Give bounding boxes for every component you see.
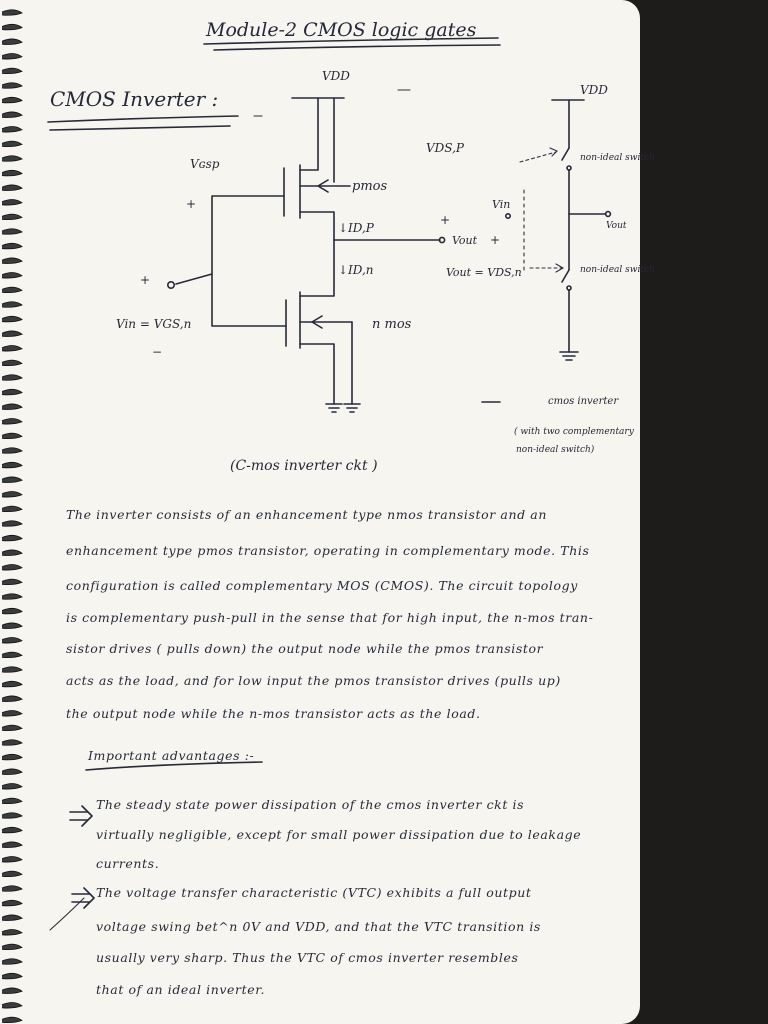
- switch-vout-label: Vout: [606, 221, 627, 231]
- vin-eq: Vin = VGS,n: [116, 317, 192, 331]
- section-heading: CMOS Inverter :: [50, 87, 219, 111]
- switch-caption: cmos inverter: [548, 396, 619, 407]
- advantage-2-line: The voltage transfer characteristic (VTC) exhibits a full output: [96, 885, 532, 900]
- plus-out: +: [440, 213, 451, 227]
- advantage-2-line: that of an ideal inverter.: [96, 982, 266, 997]
- switch-caption-3: non-ideal switch): [516, 445, 595, 455]
- paragraph-line: sistor drives ( pulls down) the output node while the pmos transistor: [66, 641, 544, 656]
- nmos-label: n mos: [372, 317, 412, 332]
- double-arrow-icon: [70, 806, 92, 826]
- paragraph-line: enhancement type pmos transistor, operating in complementary mode. This: [66, 543, 590, 558]
- advantage-1-line: currents.: [96, 856, 160, 871]
- paragraph-line: is complementary push-pull in the sense that for high input, the n-mos tran-: [66, 610, 594, 625]
- plus-gate: +: [186, 197, 197, 211]
- vout-label: Vout: [452, 234, 478, 247]
- advantages-heading: Important advantages :-: [88, 748, 255, 763]
- advantages-underline: [86, 762, 262, 770]
- plus-in: +: [140, 273, 151, 287]
- switch-vdd-label: VDD: [580, 83, 608, 97]
- advantage-1-line: The steady state power dissipation of the cmos inverter ckt is: [96, 797, 525, 812]
- paragraph-line: acts as the load, and for low input the pmos transistor drives (pulls up): [66, 673, 561, 688]
- margin-stroke: [50, 898, 84, 930]
- plus-out-2: +: [490, 233, 501, 247]
- advantage-2-line: voltage swing bet^n 0V and VDD, and that the VTC transition is: [96, 919, 541, 934]
- vout-eq: Vout = VDS,n: [446, 266, 522, 279]
- page-title: Module-2 CMOS logic gates: [206, 19, 477, 41]
- circuit-caption: (C-mos inverter ckt ): [230, 458, 378, 474]
- advantage-2-line: usually very sharp. Thus the VTC of cmos inverter resembles: [96, 950, 519, 965]
- idn-label: ↓ID,n: [338, 263, 374, 277]
- pmos-label: pmos: [352, 179, 388, 194]
- idp-label: ↓ID,P: [338, 221, 374, 235]
- paragraph-line: configuration is called complementary MOS (CMOS). The circuit topology: [66, 578, 578, 593]
- paragraph-line: The inverter consists of an enhancement type nmos transistor and an: [66, 507, 548, 522]
- switch-caption-2: ( with two complementary: [514, 427, 634, 437]
- paragraph-line: the output node while the n-mos transistor acts as the load.: [66, 706, 481, 721]
- bottom-switch-label: non-ideal switch.: [580, 265, 658, 275]
- vdd-label: VDD: [322, 69, 350, 83]
- minus-in: −: [152, 345, 163, 359]
- vgsp-label: Vɢsp: [190, 157, 220, 171]
- switch-vin-label: Vin: [492, 198, 511, 211]
- advantage-1-line: virtually negligible, except for small power dissipation due to leakage: [96, 827, 582, 842]
- double-arrow-icon: [72, 888, 94, 908]
- vdsp-label: VDS,P: [426, 141, 464, 155]
- top-switch-label: non-ideal switch: [580, 153, 655, 163]
